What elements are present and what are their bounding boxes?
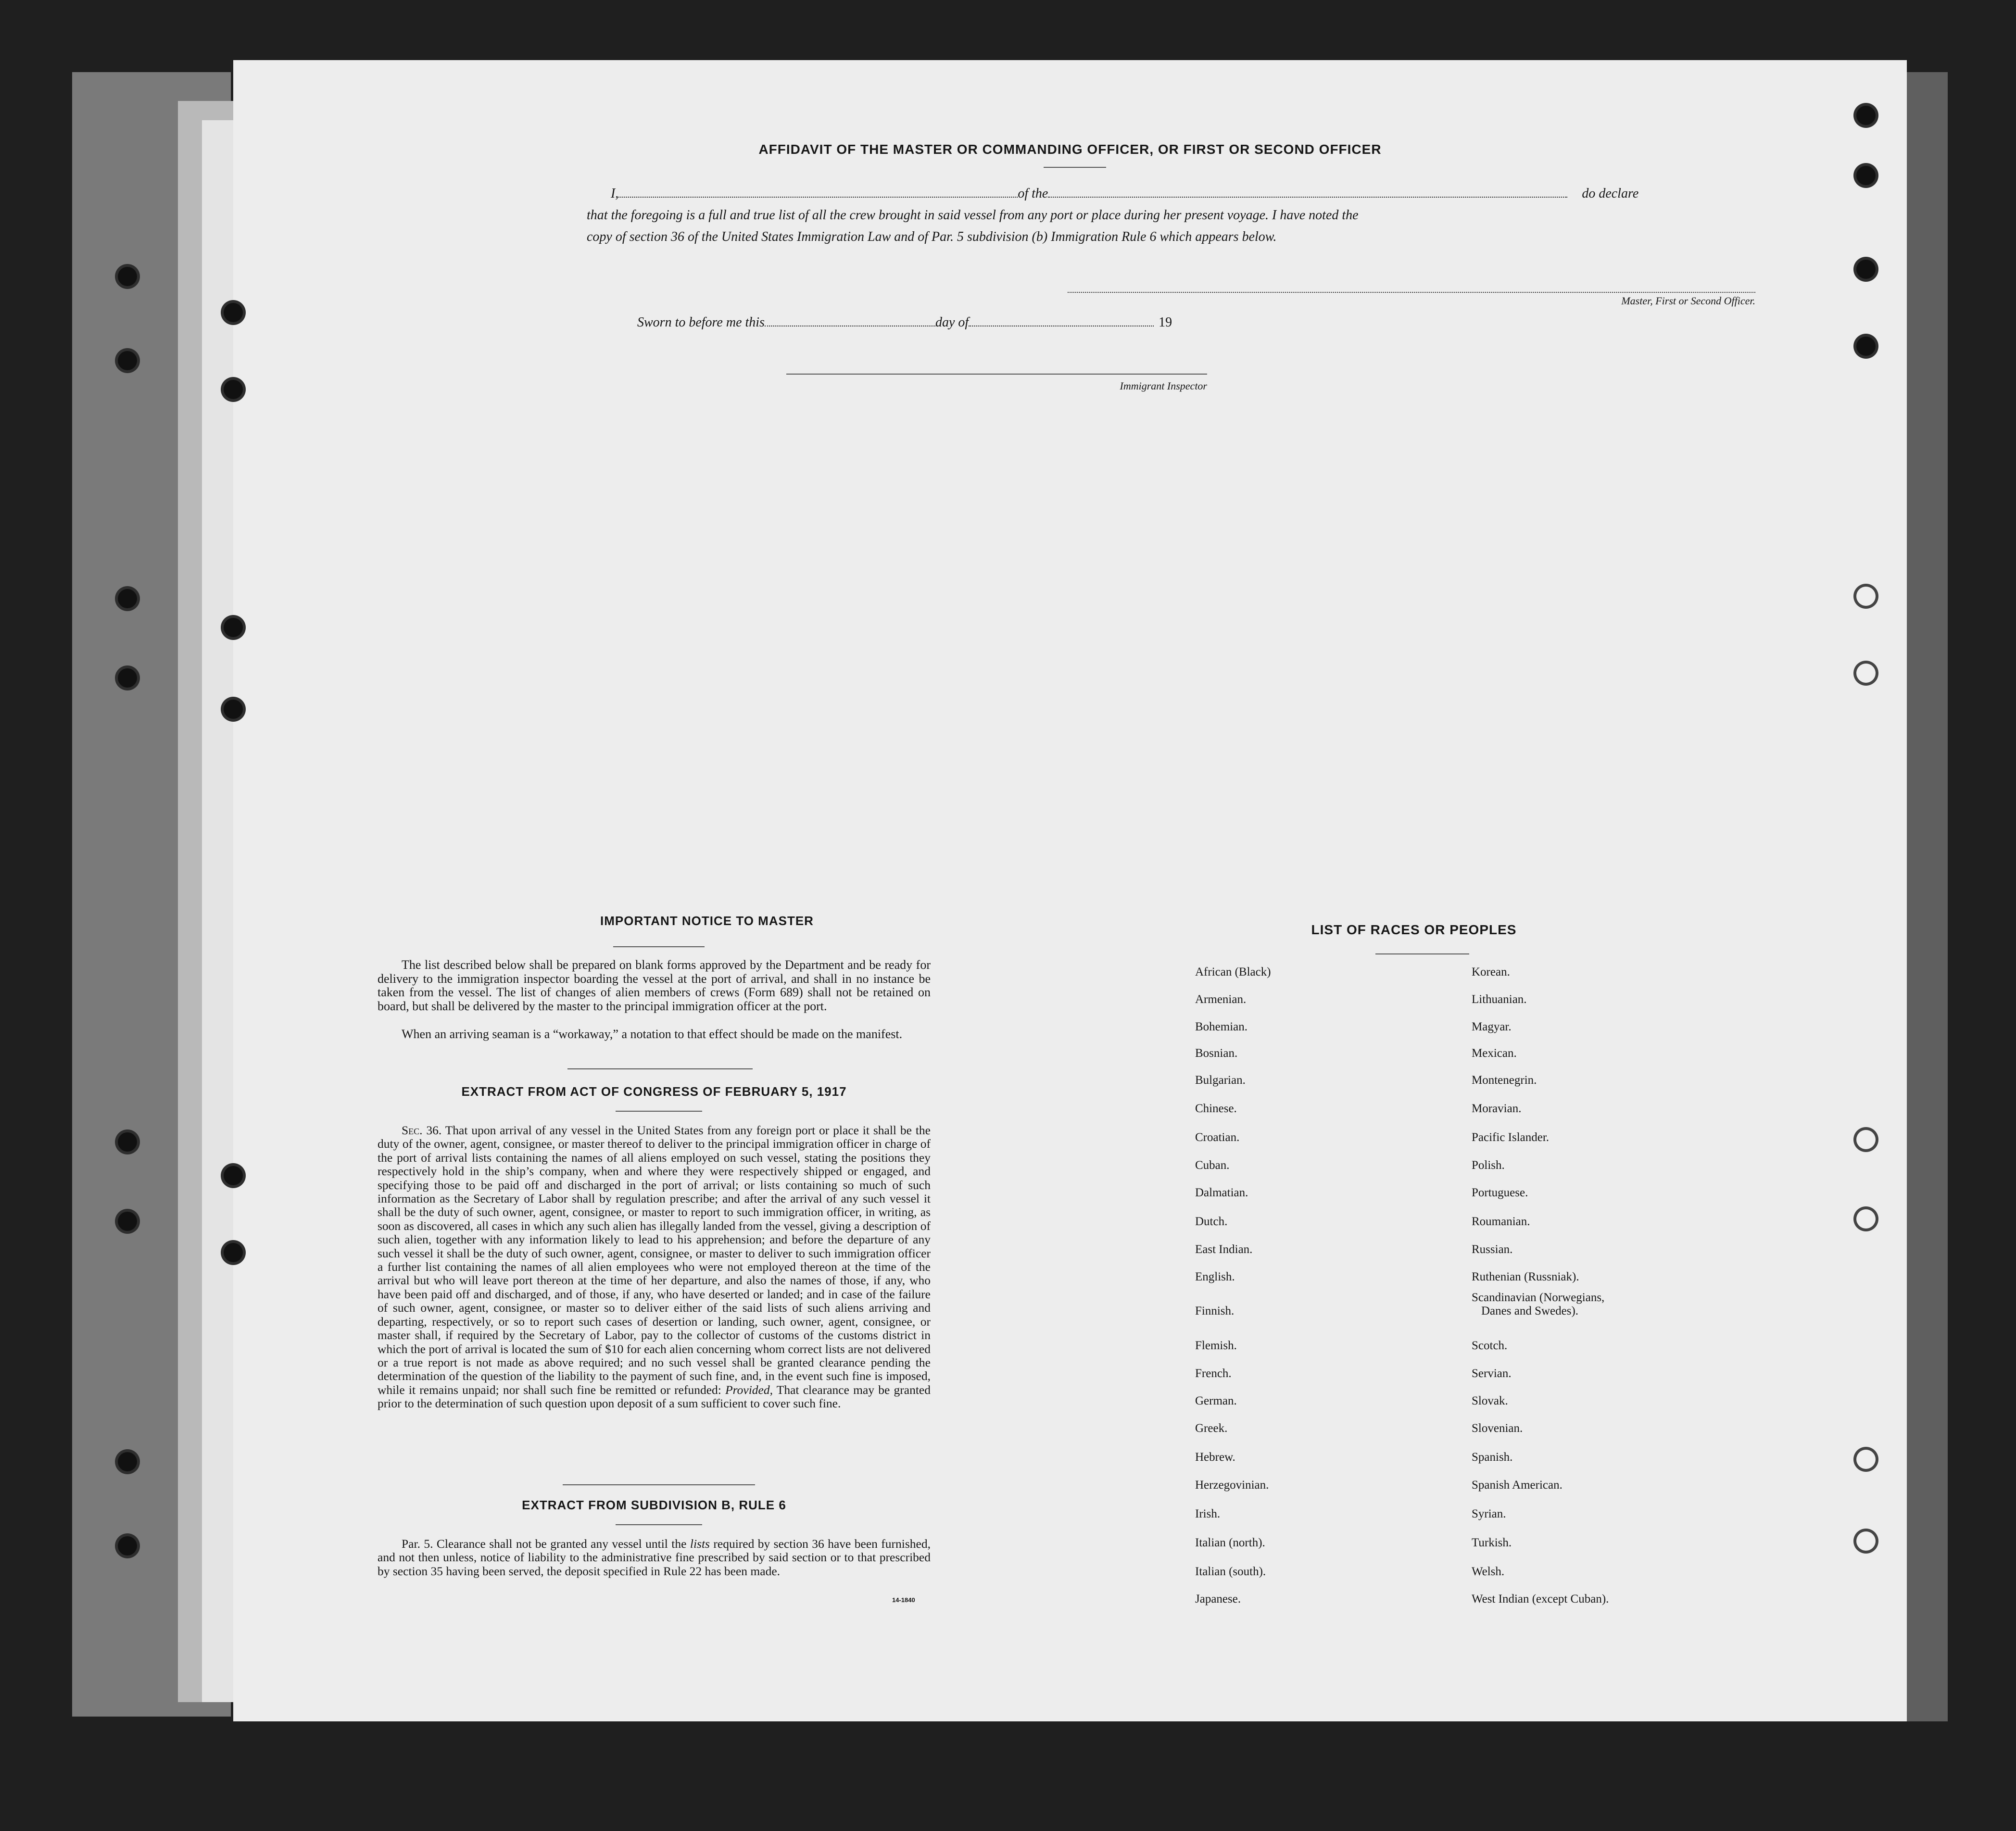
title-underline [1044, 167, 1106, 168]
race-item: Finnish. [1195, 1304, 1235, 1317]
inspector-label: Immigrant Inspector [1120, 380, 1207, 392]
race-item: Dalmatian. [1195, 1186, 1248, 1199]
section-divider [563, 1484, 755, 1485]
binder-hole-icon [118, 351, 137, 370]
race-item: Montenegrin. [1472, 1074, 1537, 1087]
race-item: Bohemian. [1195, 1020, 1248, 1033]
race-item: Italian (south). [1195, 1565, 1266, 1578]
race-item: Spanish American. [1472, 1479, 1562, 1492]
year-prefix: 19 [1159, 315, 1172, 330]
race-item: Slovenian. [1472, 1422, 1523, 1435]
section-divider [567, 1068, 753, 1069]
race-item: German. [1195, 1394, 1237, 1407]
do-declare-label: do declare [1582, 186, 1639, 201]
race-item: Herzegovinian. [1195, 1479, 1269, 1492]
race-item: Spanish. [1472, 1451, 1513, 1464]
binder-hole-icon [224, 303, 243, 322]
race-item: English. [1195, 1270, 1235, 1283]
notice-paragraph-2: When an arriving seaman is a “workaway,” a notation to that effect should be made on the manifest. [402, 1027, 903, 1041]
master-name-blank [618, 197, 1018, 198]
race-item: Greek. [1195, 1422, 1228, 1435]
race-item: Pacific Islander. [1472, 1131, 1550, 1144]
master-signature-line [1068, 292, 1755, 293]
race-item: Scandinavian (Norwegians, [1472, 1291, 1605, 1304]
race-item: Flemish. [1195, 1339, 1237, 1352]
races-title: LIST OF RACES OR PEOPLES [1311, 922, 1517, 937]
binder-hole-icon [118, 1132, 137, 1152]
binder-hole-icon [224, 618, 243, 637]
rule-title-underline [616, 1524, 702, 1525]
race-item: Croatian. [1195, 1131, 1240, 1144]
par-5-text [378, 1537, 931, 1578]
act-extract-title: EXTRACT FROM ACT OF CONGRESS OF FEBRUARY 5, 1917 [461, 1084, 847, 1099]
race-item: Cuban. [1195, 1159, 1230, 1172]
race-item: Welsh. [1472, 1565, 1505, 1578]
provided-word: Provided, [725, 1382, 773, 1397]
race-item: Portuguese. [1472, 1186, 1528, 1199]
form-number: 14-1840 [892, 1596, 915, 1604]
binder-hole-icon [224, 1166, 243, 1185]
race-item: Hebrew. [1195, 1451, 1235, 1464]
section-36-label: Sec. 36. [402, 1123, 442, 1137]
race-item: West Indian (except Cuban). [1472, 1593, 1609, 1605]
race-item: Magyar. [1472, 1020, 1512, 1033]
notice-title: IMPORTANT NOTICE TO MASTER [600, 914, 814, 928]
binder-hole-icon [118, 1452, 137, 1471]
declaration-line-1 [587, 186, 1760, 201]
affidavit-title: AFFIDAVIT OF THE MASTER OR COMMANDING OFFICER, OR FIRST OR SECOND OFFICER [758, 142, 1382, 157]
vessel-name-blank [1048, 197, 1567, 198]
binder-hole-icon [118, 668, 137, 688]
race-item: East Indian. [1195, 1243, 1253, 1256]
race-item: Russian. [1472, 1243, 1513, 1256]
race-item: Armenian. [1195, 993, 1247, 1006]
day-of-label: day of [935, 315, 969, 330]
rule-extract-title: EXTRACT FROM SUBDIVISION B, RULE 6 [522, 1498, 786, 1512]
i-label: I, [611, 186, 619, 201]
race-item: Bulgarian. [1195, 1074, 1246, 1087]
sworn-label: Sworn to before me this [637, 315, 765, 330]
race-item: Polish. [1472, 1159, 1505, 1172]
binder-hole-icon [118, 589, 137, 608]
binder-hole-icon [224, 700, 243, 719]
declaration-line-2: that the foregoing is a full and true list of all the crew brought in said vessel from any port or place during her present voyage. I have noted the [587, 208, 1359, 223]
section-36-text [378, 1124, 931, 1411]
race-item: Japanese. [1195, 1593, 1241, 1605]
document-page [233, 60, 1907, 1721]
race-item: Lithuanian. [1472, 993, 1527, 1006]
binder-hole-icon [224, 1243, 243, 1262]
binder-hole-icon [1856, 1531, 1876, 1551]
of-the-label: of the [1018, 186, 1048, 201]
act-title-underline [616, 1111, 702, 1112]
race-item: Ruthenian (Russniak). [1472, 1270, 1579, 1283]
binder-hole-icon [224, 380, 243, 399]
binder-hole-icon [1856, 664, 1876, 683]
par-5-start: Par. 5. Clearance shall not be granted any vessel until the [402, 1537, 687, 1551]
binder-hole-icon [118, 1212, 137, 1231]
binder-hole-icon [1856, 260, 1876, 279]
inspector-signature-line [786, 374, 1207, 375]
binder-hole-icon [118, 1536, 137, 1555]
race-item: African (Black) [1195, 966, 1271, 978]
race-item: Dutch. [1195, 1215, 1228, 1228]
binder-hole-icon [1856, 587, 1876, 606]
race-item: Slovak. [1472, 1394, 1508, 1407]
race-item: Syrian. [1472, 1507, 1506, 1520]
binder-hole-icon [118, 267, 137, 286]
notice-paragraph-1: The list described below shall be prepared on blank forms approved by the Department and be ready for delivery to the immigration inspector boarding the vessel at the port of arrival, and shall in no instance be taken from the vessel. The list of changes of alien members of crews (Form 689) shall not be retained on board, but shall be delivered by the master to the principal immigration officer at the port. [378, 958, 931, 1013]
race-item-scandinavian-cont: Danes and Swedes). [1481, 1304, 1579, 1317]
race-item: Servian. [1472, 1367, 1512, 1380]
binder-hole-icon [1856, 337, 1876, 356]
binder-hole-icon [1856, 166, 1876, 185]
binder-hole-icon [1856, 106, 1876, 125]
lists-word: lists [690, 1537, 710, 1551]
race-item: Mexican. [1472, 1047, 1517, 1060]
race-item: Moravian. [1472, 1102, 1522, 1115]
section-36-body: That upon arrival of any vessel in the United States from any foreign port or place it shall be the duty of the owner, agent, consignee, or master thereof to deliver to the principal immigration officer in charge of the port of arrival lists containing the names of all aliens employed on such vessel, stating the positions they respectively hold in the ship’s company, when and where they were respectively shipped or engaged, and specifying those to be paid off and discharged in the port of arrival; or lists containing so much of such information as the Secretary of Labor shall by regulation prescribe; and after the arrival of any such vessel it shall be the duty of such owner, agent, consignee, or master to report to such immigration officer, in writing, as soon as discovered, all cases in which any such alien has illegally landed from the vessel, giving a description of such alien, together with any information likely to lead to his apprehension; and before the departure of any such vessel it shall be the duty of such owner, agent, consignee, or master to deliver to such immigration officer a further list containing the names of all alien employees who were not employed thereon at the time of the arrival but who will leave port thereon at the time of her departure, and also the names of those, if any, who have been paid off and discharged, and of those, if any, who have deserted or landed; and in case of the failure of such owner, agent, consignee, or master so to deliver either of the said lists of such aliens arriving and departing, respectively, or so to report such cases of desertion or landing, such owner, agent, consignee, or master shall, if required by the Secretary of Labor, pay to the collector of customs of the customs district in which the port of arrival is located the sum of $10 for each alien concerning whom correct lists are not delivered or a true report is not made as above required; and no such vessel shall be granted clearance pending the determination of the question of the liability to the payment of such fine, and, in the event such fine is imposed, while it remains unpaid; nor shall such fine be remitted or refunded: [378, 1123, 931, 1397]
race-item: Irish. [1195, 1507, 1221, 1520]
binder-hole-icon [1856, 1209, 1876, 1229]
par-5-end: required by section 36 have been furnished, and not then unless, notice of liability to the administrative fine prescribed by said section or to that prescribed by section 35 having been served, the deposit specified in Rule 22 has been made. [378, 1537, 931, 1578]
race-item: Roumanian. [1472, 1215, 1530, 1228]
race-item: Korean. [1472, 966, 1510, 978]
race-item: Turkish. [1472, 1536, 1512, 1549]
race-item: Scotch. [1472, 1339, 1508, 1352]
right-sheet-edge [1904, 72, 1948, 1721]
race-item: Chinese. [1195, 1102, 1237, 1115]
races-title-underline [1375, 953, 1469, 954]
binder-hole-icon [1856, 1450, 1876, 1469]
race-item: Bosnian. [1195, 1047, 1238, 1060]
race-item: Italian (north). [1195, 1536, 1265, 1549]
binder-hole-icon [1856, 1130, 1876, 1149]
notice-title-underline [613, 946, 705, 947]
sworn-line [637, 315, 1172, 330]
master-signature-label: Master, First or Second Officer. [1621, 295, 1755, 307]
declaration-line-3: copy of section 36 of the United States Immigration Law and of Par. 5 subdivision (b) Immigration Rule 6 which appears below. [587, 229, 1277, 244]
race-item: French. [1195, 1367, 1232, 1380]
section-36-end: That clearance may be granted prior to the determination of such question upon deposit of a sum sufficient to cover such fine. [378, 1382, 931, 1411]
